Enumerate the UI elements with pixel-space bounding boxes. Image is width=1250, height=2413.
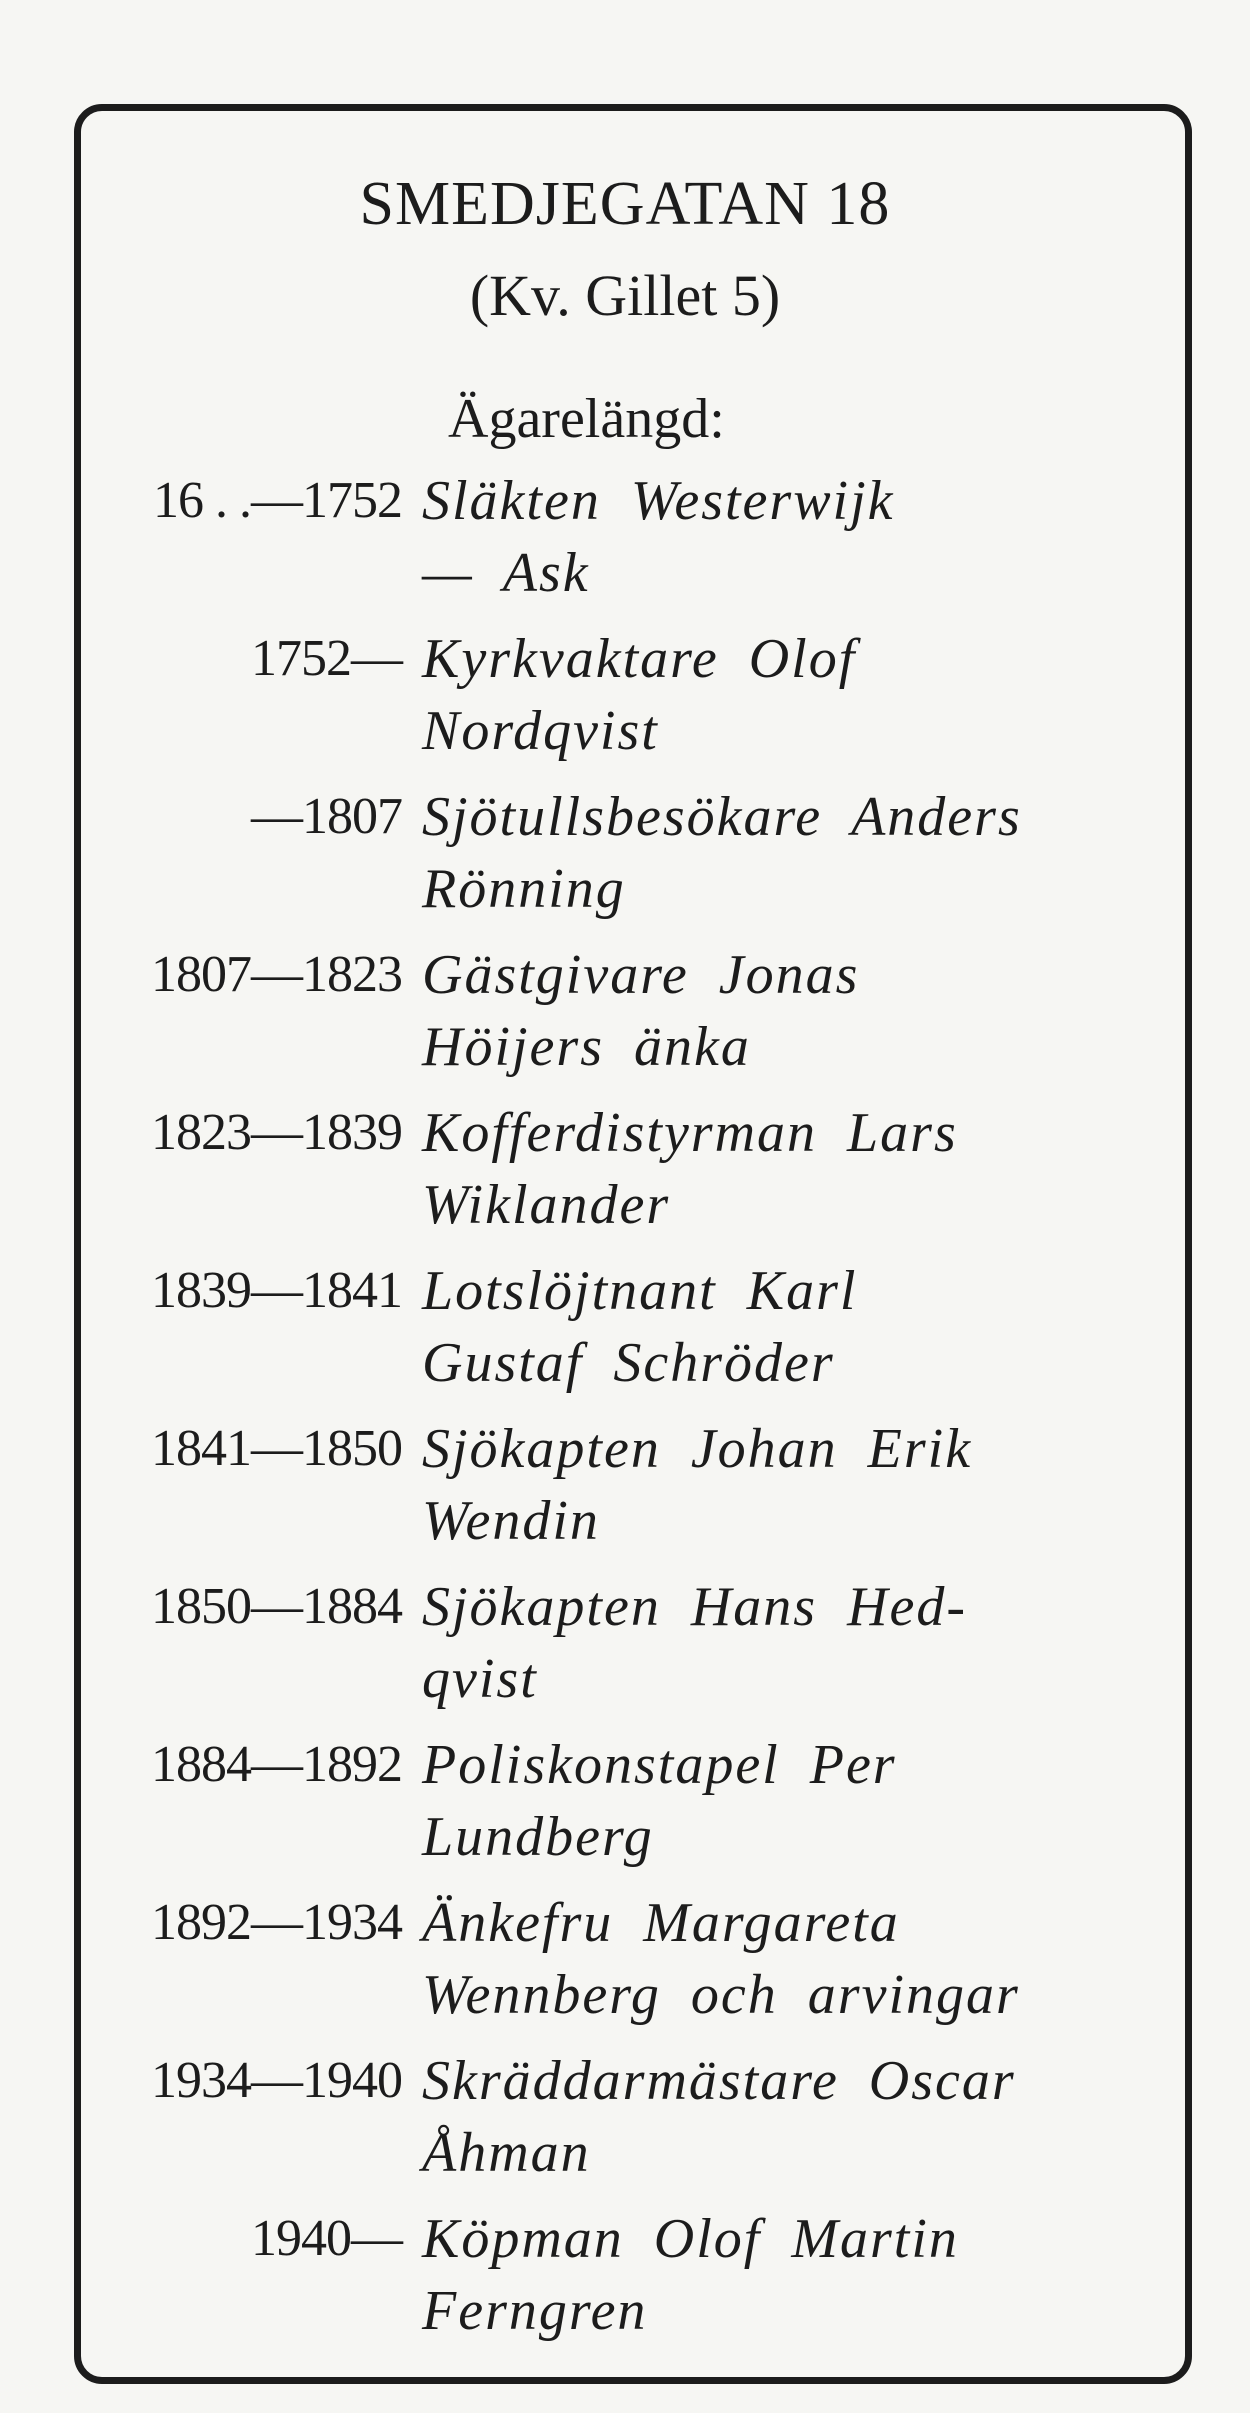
owner-name-line: Änkefru Margareta <box>422 1892 900 1954</box>
owner-name-line: Wendin <box>422 1490 600 1552</box>
owner-name-line: Rönning <box>422 858 626 920</box>
owner-entry <box>0 1097 1250 1257</box>
owner-name-line: Åhman <box>422 2122 591 2184</box>
owner-years: 1839—1841 <box>151 1262 402 1319</box>
owner-name <box>422 623 1162 767</box>
owner-entry <box>0 1571 1250 1731</box>
owner-name-line: Poliskonstapel Per <box>422 1734 897 1796</box>
owner-name-line: Släkten Westerwijk <box>422 470 895 532</box>
owner-name-line: Nordqvist <box>422 700 659 762</box>
owner-entry <box>0 465 1250 625</box>
owner-years: 16 . .—1752 <box>153 472 402 529</box>
page-subtitle: (Kv. Gillet 5) <box>469 263 781 328</box>
owner-entry <box>0 2203 1250 2363</box>
owner-entry <box>0 1255 1250 1415</box>
owner-entry <box>0 2045 1250 2205</box>
owner-name <box>422 1255 1162 1399</box>
owner-name <box>422 2203 1162 2347</box>
owner-name-line: Lundberg <box>422 1806 654 1868</box>
owner-name <box>422 1571 1162 1715</box>
owner-years: 1841—1850 <box>151 1420 402 1477</box>
owner-entry <box>0 781 1250 941</box>
owner-years: —1807 <box>251 788 402 845</box>
owner-name <box>422 1887 1162 2031</box>
owner-entry <box>0 1729 1250 1889</box>
owner-name <box>422 465 1162 609</box>
owner-name-line: Wiklander <box>422 1174 671 1236</box>
owner-name-line: Kyrkvaktare Olof <box>422 628 857 690</box>
owner-name-line: Kofferdistyrman Lars <box>422 1102 958 1164</box>
owner-name <box>422 939 1162 1083</box>
owner-name-line: Gästgivare Jonas <box>422 944 860 1006</box>
owner-name-line: qvist <box>422 1648 538 1710</box>
owner-name <box>422 1729 1162 1873</box>
owner-name-line: Wennberg och arvingar <box>422 1964 1020 2026</box>
owner-years: 1823—1839 <box>151 1104 402 1161</box>
owner-entry <box>0 939 1250 1099</box>
owner-name-line: Sjökapten Hans Hed- <box>422 1576 968 1638</box>
owner-years: 1850—1884 <box>151 1578 402 1635</box>
owner-years: 1892—1934 <box>151 1894 402 1951</box>
owner-years: 1934—1940 <box>151 2052 402 2109</box>
owner-name-line: Köpman Olof Martin <box>422 2208 959 2270</box>
owner-years: 1884—1892 <box>151 1736 402 1793</box>
owner-name-line: Gustaf Schröder <box>422 1332 835 1394</box>
owner-entry <box>0 623 1250 783</box>
owner-name <box>422 1097 1162 1241</box>
owner-years: 1940— <box>251 2210 402 2267</box>
owner-years: 1752— <box>251 630 402 687</box>
owner-name-line: Höijers änka <box>422 1016 751 1078</box>
owner-name-line: — Ask <box>422 542 590 604</box>
owner-name-line: Sjökapten Johan Erik <box>422 1418 973 1480</box>
owner-name-line: Lotslöjtnant Karl <box>422 1260 858 1322</box>
owner-name <box>422 2045 1162 2189</box>
owner-years: 1807—1823 <box>151 946 402 1003</box>
owner-list-heading: Ägarelängd: <box>448 388 725 450</box>
owner-name-line: Sjötullsbesökare Anders <box>422 786 1022 848</box>
owner-name-line: Ferngren <box>422 2280 648 2342</box>
owner-entry <box>0 1413 1250 1573</box>
owner-entry <box>0 1887 1250 2047</box>
owner-name <box>422 781 1162 925</box>
owner-name <box>422 1413 1162 1557</box>
page-title: SMEDJEGATAN 18 <box>359 170 891 238</box>
owner-name-line: Skräddarmästare Oscar <box>422 2050 1016 2112</box>
